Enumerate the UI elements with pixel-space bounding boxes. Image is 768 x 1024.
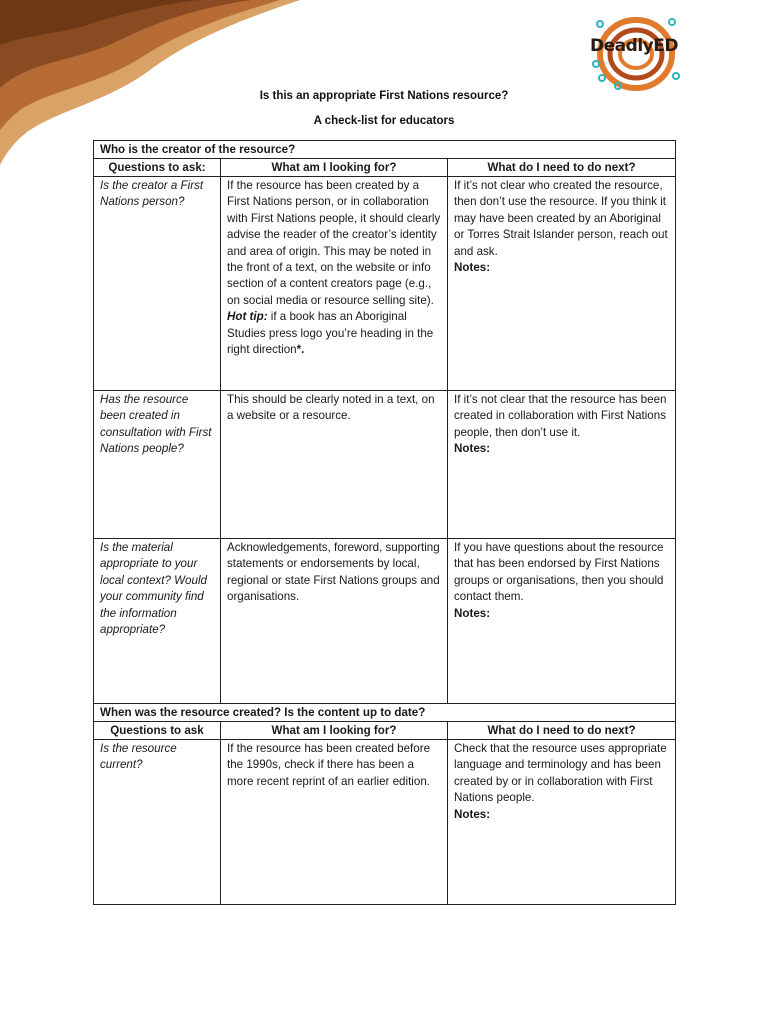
looking-for-cell bbox=[221, 177, 448, 391]
hot-tip bbox=[227, 310, 433, 356]
logo-text: DeadlyED bbox=[590, 36, 678, 56]
table-row bbox=[94, 391, 676, 539]
section-heading: When was the resource created? Is the content up to date? bbox=[94, 704, 676, 722]
question-cell: Is the creator a First Nations person? bbox=[94, 177, 221, 391]
section-heading-row bbox=[94, 141, 676, 159]
column-header-next: What do I need to do next? bbox=[448, 159, 676, 177]
question-cell: Is the material appropriate to your local context? Would your community find the information appropriate? bbox=[94, 539, 221, 704]
column-header-questions: Questions to ask bbox=[94, 722, 221, 740]
next-step-cell bbox=[448, 391, 676, 539]
section-heading-row bbox=[94, 704, 676, 722]
checklist-table bbox=[93, 140, 676, 905]
looking-for-cell: This should be clearly noted in a text, on a website or a resource. bbox=[221, 391, 448, 539]
next-step-text: If you have questions about the resource that has been endorsed by First Nations groups or organisations, then you should contact them. bbox=[454, 541, 664, 604]
next-step-cell bbox=[448, 177, 676, 391]
next-step-text: If it’s not clear that the resource has been created in collaboration with First Nations people, then don’t use it. bbox=[454, 393, 667, 439]
hot-tip-asterisk: *. bbox=[296, 343, 305, 357]
looking-for-cell: If the resource has been created before the 1990s, check if there has been a more recent reprint of an earlier edition. bbox=[221, 740, 448, 905]
question-cell: Is the resource current? bbox=[94, 740, 221, 905]
section-heading: Who is the creator of the resource? bbox=[94, 141, 676, 159]
next-step-text: If it’s not clear who created the resource, then don’t use the resource. If you think it may have been created by an Aboriginal or Torres Strait Islander person, reach out and ask. bbox=[454, 179, 668, 258]
hot-tip-text: if a book has an Aboriginal Studies press logo you’re heading in the right direction bbox=[227, 310, 434, 357]
column-header-row bbox=[94, 159, 676, 177]
column-header-looking-for: What am I looking for? bbox=[221, 159, 448, 177]
table-row bbox=[94, 539, 676, 704]
column-header-row bbox=[94, 722, 676, 740]
next-step-cell bbox=[448, 740, 676, 905]
column-header-questions: Questions to ask: bbox=[94, 159, 221, 177]
next-step-text: Check that the resource uses appropriate language and terminology and has been created by or in collaboration with First Nations people. bbox=[454, 742, 667, 805]
notes-label: Notes: bbox=[454, 442, 491, 456]
table-row bbox=[94, 177, 676, 391]
looking-for-cell: Acknowledgements, foreword, supporting statements or endorsements by local, regional or state First Nations groups and organisations. bbox=[221, 539, 448, 704]
hot-tip-label: Hot tip: bbox=[227, 310, 268, 324]
document-title: Is this an appropriate First Nations resource? bbox=[259, 90, 509, 102]
column-header-next: What do I need to do next? bbox=[448, 722, 676, 740]
column-header-looking-for: What am I looking for? bbox=[221, 722, 448, 740]
looking-for-text: If the resource has been created by a First Nations person, or in collaboration with First Nations people, it should clearly advise the reader of the creator’s identity and area of origin. This may be noted in the front of a text, on the website or info section of a content creators page (e.g., on social media or resource selling site). bbox=[227, 179, 441, 307]
document-subtitle: A check-list for educators bbox=[313, 115, 455, 127]
deadlyed-logo bbox=[588, 14, 680, 92]
notes-label: Notes: bbox=[454, 606, 491, 620]
notes-label: Notes: bbox=[454, 261, 491, 275]
question-cell: Has the resource been created in consultation with First Nations people? bbox=[94, 391, 221, 539]
next-step-cell bbox=[448, 539, 676, 704]
table-row bbox=[94, 740, 676, 905]
notes-label: Notes: bbox=[454, 807, 491, 821]
